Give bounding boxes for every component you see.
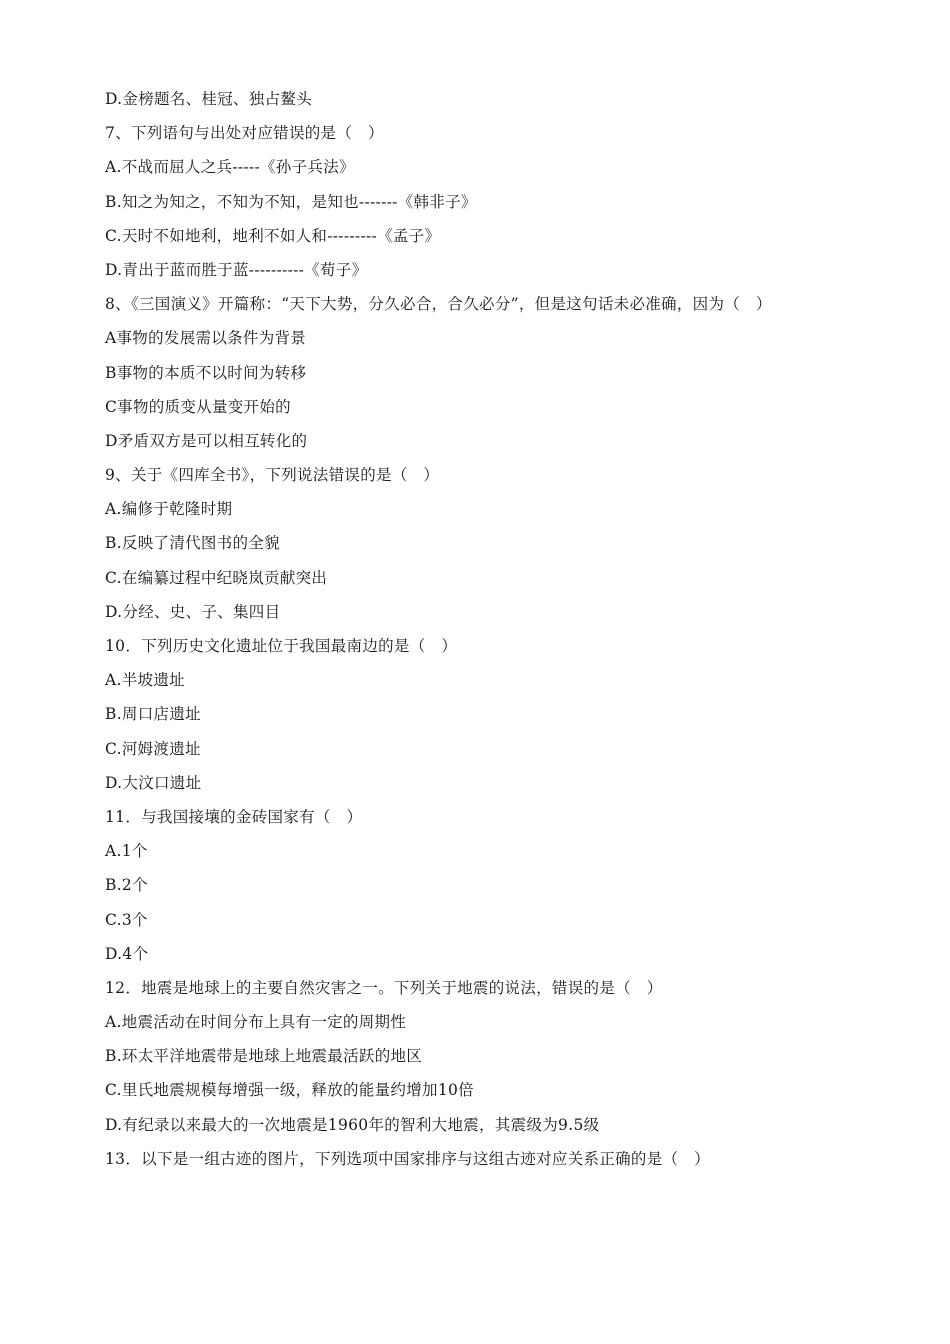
- q7-option-d: D.青出于蓝而胜于蓝----------《荀子》: [105, 260, 368, 279]
- q12-stem: 12．地震是地球上的主要自然灾害之一。下列关于地震的说法，错误的是（ ）: [105, 978, 663, 997]
- q9-option-d: D.分经、史、子、集四目: [105, 602, 281, 621]
- q11-option-a: A.1个: [105, 842, 148, 861]
- q13-stem: 13．以下是一组古迹的图片，下列选项中国家排序与这组古迹对应关系正确的是（ ）: [105, 1149, 710, 1168]
- q12-option-c: C.里氏地震规模每增强一级，释放的能量约增加10倍: [105, 1081, 474, 1100]
- q9-option-a: A.编修于乾隆时期: [105, 500, 233, 519]
- q9-option-b: B.反映了清代图书的全貌: [105, 534, 280, 553]
- q10-option-c: C.河姆渡遗址: [105, 739, 201, 758]
- q6-option-d: D.金榜题名、桂冠、独占鳌头: [105, 90, 313, 108]
- q10-stem: 10．下列历史文化遗址位于我国最南边的是（ ）: [105, 637, 458, 655]
- q11-stem: 11．与我国接壤的金砖国家有（ ）: [105, 807, 363, 826]
- q10-option-a: A.半坡遗址: [105, 671, 185, 690]
- q8-option-d: D矛盾双方是可以相互转化的: [105, 431, 308, 450]
- q10-option-b: B.周口店遗址: [105, 705, 201, 724]
- q11-option-d: D.4个: [105, 944, 149, 963]
- q11-option-c: C.3个: [105, 910, 148, 929]
- q7-option-a: A.不战而屈人之兵-----《孙子兵法》: [105, 158, 355, 177]
- q11-option-b: B.2个: [105, 876, 148, 895]
- q9-stem: 9、关于《四库全书》，下列说法错误的是（ ）: [105, 466, 440, 485]
- q8-option-a: A事物的发展需以条件为背景: [105, 329, 307, 348]
- q8-option-c: C事物的质变从量变开始的: [105, 397, 291, 416]
- q10-option-d: D.大汶口遗址: [105, 773, 202, 792]
- q7-stem: 7、下列语句与出处对应错误的是（ ）: [105, 124, 384, 143]
- q7-option-b: B.知之为知之，不知为不知，是知也-------《韩非子》: [105, 192, 477, 211]
- q8-option-b: B事物的本质不以时间为转移: [105, 363, 307, 382]
- q9-option-c: C.在编纂过程中纪晓岚贡献突出: [105, 568, 328, 587]
- q8-stem: 8、《三国演义》开篇称：“天下大势，分久必合，合久必分”，但是这句话未必准确，因为（ ）: [105, 295, 772, 314]
- q12-option-b: B.环太平洋地震带是地球上地震最活跃的地区: [105, 1047, 423, 1066]
- q12-option-d: D.有纪录以来最大的一次地震是1960年的智利大地震，其震级为9.5级: [105, 1115, 600, 1134]
- q7-option-c: C.天时不如地利，地利不如人和---------《孟子》: [105, 226, 441, 245]
- q12-option-a: A.地震活动在时间分布上具有一定的周期性: [105, 1013, 407, 1032]
- question-text-block: [105, 86, 865, 1180]
